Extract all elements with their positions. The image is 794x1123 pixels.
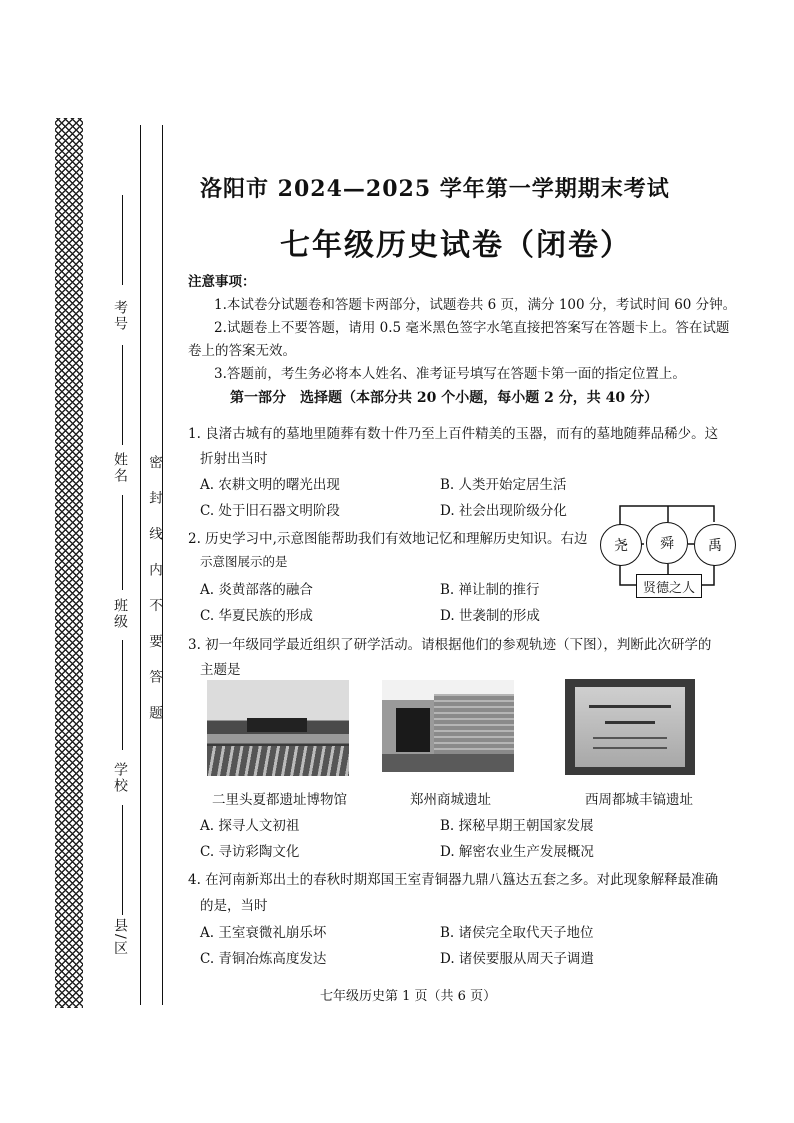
question-stem: 的是，当时 (200, 898, 268, 914)
option-d: D. 诸侯要服从周天子调遣 (440, 951, 594, 967)
question-stem: 折射出当时 (200, 451, 268, 467)
option-a: A. 农耕文明的曙光出现 (200, 477, 340, 493)
section-heading: 第一部分 选择题（本部分共 20 个小题，每小题 2 分，共 40 分） (230, 390, 658, 406)
class-label: 班级 (112, 598, 128, 630)
question-stem: 4. 在河南新郑出土的春秋时期郑国王室青铜器九鼎八簋达五套之多。对此现象解释最准确 (188, 872, 719, 888)
museum-building (247, 718, 307, 732)
ground (382, 754, 514, 772)
photo-caption: 西周都城丰镐遗址 (585, 792, 693, 808)
exam-title: 洛阳市 2024—2025 学年第一学期期末考试 (200, 176, 670, 202)
option-d: D. 解密农业生产发展概况 (440, 844, 594, 860)
notice-item: 卷上的答案无效。 (188, 343, 296, 359)
inscription-line (605, 721, 655, 724)
option-b: B. 禅让制的推行 (440, 582, 540, 598)
plaza-ground (207, 746, 349, 776)
question-stem: 3. 初一年级同学最近组织了研学活动。请根据他们的参观轨迹（下图），判断此次研学的 (188, 637, 712, 653)
option-c: C. 青铜冶炼高度发达 (200, 951, 327, 967)
erlitou-museum-photo (207, 680, 349, 776)
option-c: C. 华夏民族的形成 (200, 608, 313, 624)
connector (620, 564, 636, 585)
stone-tablet (396, 708, 430, 752)
option-a: A. 探寻人文初祖 (200, 818, 300, 834)
seal-line-text: 密 封 线 内 不 要 答 题 (146, 455, 162, 729)
inscription-line (593, 737, 667, 739)
virtuous-person-box: 贤德之人 (636, 574, 702, 598)
field-rule (122, 195, 123, 285)
field-rule (122, 345, 123, 445)
notice-item: 3.答题前，考生务必将本人姓名、准考证号填写在答题卡第一面的指定位置上。 (214, 366, 686, 382)
notice-label: 注意事项： (188, 274, 256, 290)
name-label: 姓名 (112, 452, 128, 484)
photo-caption: 郑州商城遗址 (410, 792, 491, 808)
inscription-line (589, 705, 671, 708)
option-c: C. 处于旧石器文明阶段 (200, 503, 340, 519)
question-stem: 示意图展示的是 (200, 554, 288, 569)
option-c: C. 寻访彩陶文化 (200, 844, 300, 860)
fenghao-site-photo (565, 679, 695, 775)
photo-caption: 二里头夏都遗址博物馆 (212, 792, 347, 808)
option-b: B. 诸侯完全取代天子地位 (440, 925, 594, 941)
exam-subtitle: 七年级历史试卷（闭卷） (280, 228, 632, 263)
option-a: A. 炎黄部落的融合 (200, 582, 313, 598)
school-label: 学校 (112, 762, 128, 794)
node-shun: 舜 (646, 522, 688, 564)
district-label: 县/区 (112, 918, 128, 957)
notice-item: 2.试题卷上不要答题，请用 0.5 毫米黑色签字水笔直接把答案写在答题卡上。答在试题 (214, 320, 730, 336)
exam-number-label: 考号 (112, 300, 128, 332)
zhengzhou-shang-city-photo (382, 680, 514, 772)
option-d: D. 社会出现阶级分化 (440, 503, 567, 519)
option-a: A. 王室衰微礼崩乐坏 (200, 925, 327, 941)
notice-item: 1.本试卷分试题卷和答题卡两部分，试题卷共 6 页，满分 100 分，考试时间 60 分钟。 (214, 297, 737, 313)
rammed-earth-wall (434, 694, 514, 754)
field-rule (122, 495, 123, 590)
binding-line (140, 125, 141, 1005)
node-yao: 尧 (600, 524, 642, 566)
option-b: B. 人类开始定居生活 (440, 477, 567, 493)
field-rule (122, 640, 123, 750)
inscription-line (593, 747, 667, 749)
stone-monument (575, 687, 685, 767)
question-stem: 1. 良渚古城有的墓地里随葬有数十件乃至上百件精美的玉器，而有的墓地随葬品稀少。这 (188, 426, 719, 442)
binding-pattern (55, 118, 83, 1008)
question-stem: 2. 历史学习中,示意图能帮助我们有效地记忆和理解历史知识。右边 (188, 531, 588, 547)
question-stem: 主题是 (200, 662, 241, 678)
option-d: D. 世袭制的形成 (440, 608, 540, 624)
page-footer: 七年级历史第 1 页（共 6 页） (320, 989, 497, 1004)
node-yu: 禹 (694, 524, 736, 566)
field-rule (122, 805, 123, 915)
option-b: B. 探秘早期王朝国家发展 (440, 818, 594, 834)
